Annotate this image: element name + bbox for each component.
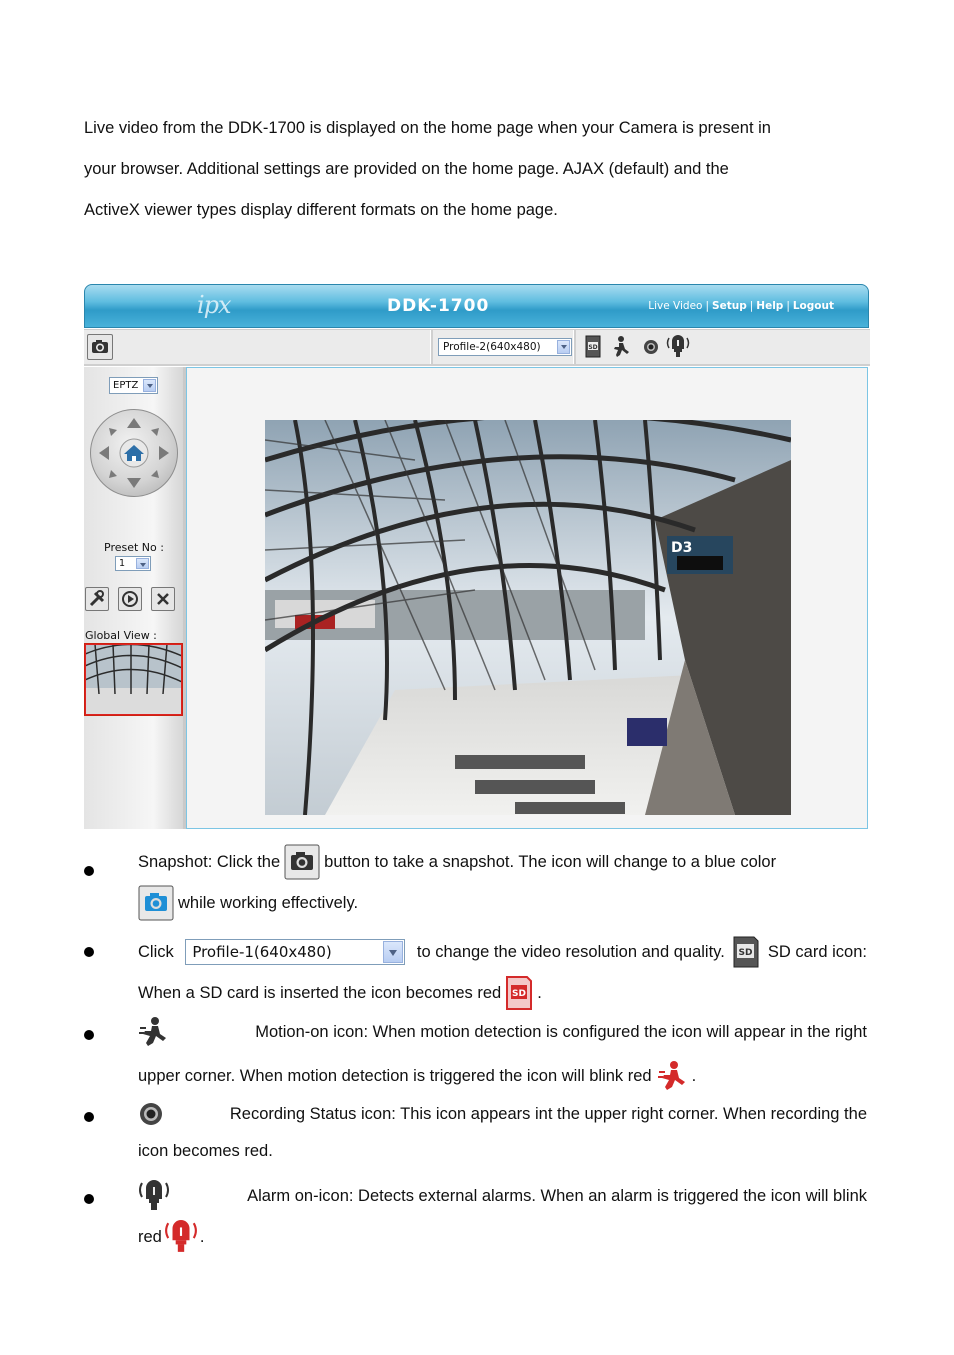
- profile-line-1: Click Profile-1(640x480) to change the video resolution and quality. SD SD card icon:: [138, 932, 867, 972]
- snapshot-blue-camera-icon: [138, 885, 174, 921]
- preset-delete-button[interactable]: [151, 587, 175, 611]
- alarm-line-1: Alarm on-icon: Detects external alarms. When an alarm is triggered the icon will blink: [138, 1174, 867, 1218]
- intro-line-2: your browser. Additional settings are provided on the home page. AJAX (default) and the: [84, 160, 729, 178]
- alarm-icon: [668, 335, 689, 357]
- profile-select[interactable]: Profile-2(640x480): [438, 338, 572, 356]
- arrow-right-icon[interactable]: [159, 446, 169, 460]
- arrow-left-icon[interactable]: [99, 446, 109, 460]
- motion-line-2: upper corner. When motion detection is triggered the icon will blink red .: [138, 1056, 696, 1096]
- svg-text:SD: SD: [738, 948, 753, 958]
- toolbar: [84, 329, 870, 366]
- bullet: [84, 1112, 94, 1122]
- header-banner: [84, 284, 869, 328]
- close-icon: [152, 588, 174, 610]
- sd-card-icon: [732, 935, 760, 969]
- svg-text:SD: SD: [588, 344, 598, 351]
- arrow-down-icon[interactable]: [127, 478, 141, 488]
- nav-setup[interactable]: Setup: [712, 300, 747, 312]
- profile-line-2: When a SD card is inserted the icon becomes red SD .: [138, 973, 542, 1013]
- recording-icon: [138, 1101, 164, 1127]
- recording-line-1: Recording Status icon: This icon appears int the upper right corner. When recording the: [138, 1094, 867, 1134]
- gate-sign: D3: [671, 540, 693, 556]
- top-nav: Live Video | Setup | Help | Logout: [648, 300, 834, 312]
- status-icons: [584, 335, 694, 364]
- tools-icon: [86, 588, 108, 610]
- svg-text:SD: SD: [512, 989, 527, 999]
- preset-select[interactable]: 1: [115, 556, 151, 571]
- motion-icon: [138, 1016, 168, 1048]
- intro-line-3: ActiveX viewer types display different formats on the home page.: [84, 201, 558, 219]
- bullet: [84, 866, 94, 876]
- chevron-down-icon: [136, 558, 149, 569]
- intro-line-1: Live video from the DDK-1700 is displayed on the home page when your Camera is present in: [84, 119, 771, 137]
- chevron-down-icon: [143, 379, 156, 392]
- arrow-up-icon[interactable]: [127, 418, 141, 428]
- global-view-thumbnail[interactable]: [84, 643, 183, 716]
- preset-set-button[interactable]: [85, 587, 109, 611]
- motion-line-1: Motion-on icon: When motion detection is configured the icon will appear in the right: [138, 1012, 867, 1052]
- play-icon: [119, 588, 141, 610]
- ipx-logo: ipx: [197, 291, 231, 319]
- preset-goto-button[interactable]: [118, 587, 142, 611]
- camera-home-page: [84, 284, 870, 829]
- recording-line-2: icon becomes red.: [138, 1141, 273, 1160]
- bullet: [84, 947, 94, 957]
- ptz-panel: [84, 367, 186, 829]
- snapshot-button[interactable]: [87, 334, 113, 360]
- recording-icon: [644, 340, 658, 354]
- preset-label: Preset No :: [104, 541, 164, 554]
- alarm-line-2: red .: [138, 1215, 204, 1259]
- ptz-mode-select[interactable]: EPTZ: [109, 377, 158, 394]
- chevron-down-icon: [557, 340, 570, 354]
- motion-red-icon: [656, 1060, 688, 1092]
- nav-logout[interactable]: Logout: [792, 300, 834, 312]
- nav-live-video[interactable]: Live Video: [648, 300, 703, 312]
- live-video-feed[interactable]: [265, 420, 791, 815]
- model-title: DDK-1700: [387, 296, 490, 316]
- alarm-red-icon: [164, 1220, 198, 1254]
- snapshot-line-1: Snapshot: Click the button to take a snapshot. The icon will change to a blue color: [138, 844, 776, 880]
- nav-help[interactable]: Help: [756, 300, 784, 312]
- snapshot-line-2: while working effectively.: [138, 885, 358, 921]
- intro-paragraph: [84, 108, 849, 231]
- bullet: [84, 1194, 94, 1204]
- video-area: [186, 367, 868, 829]
- chevron-down-icon: [383, 941, 403, 963]
- bullet: [84, 1030, 94, 1040]
- sd-card-red-icon: [505, 975, 533, 1011]
- ptz-direction-pad[interactable]: [90, 409, 178, 497]
- profile-dropdown-example: Profile-1(640x480): [185, 939, 405, 965]
- motion-icon: [614, 336, 629, 357]
- alarm-icon: [138, 1180, 170, 1212]
- snapshot-camera-icon: [284, 844, 320, 880]
- global-view-label: Global View :: [85, 629, 157, 642]
- camera-icon: [88, 335, 112, 359]
- sd-card-icon: [586, 336, 600, 357]
